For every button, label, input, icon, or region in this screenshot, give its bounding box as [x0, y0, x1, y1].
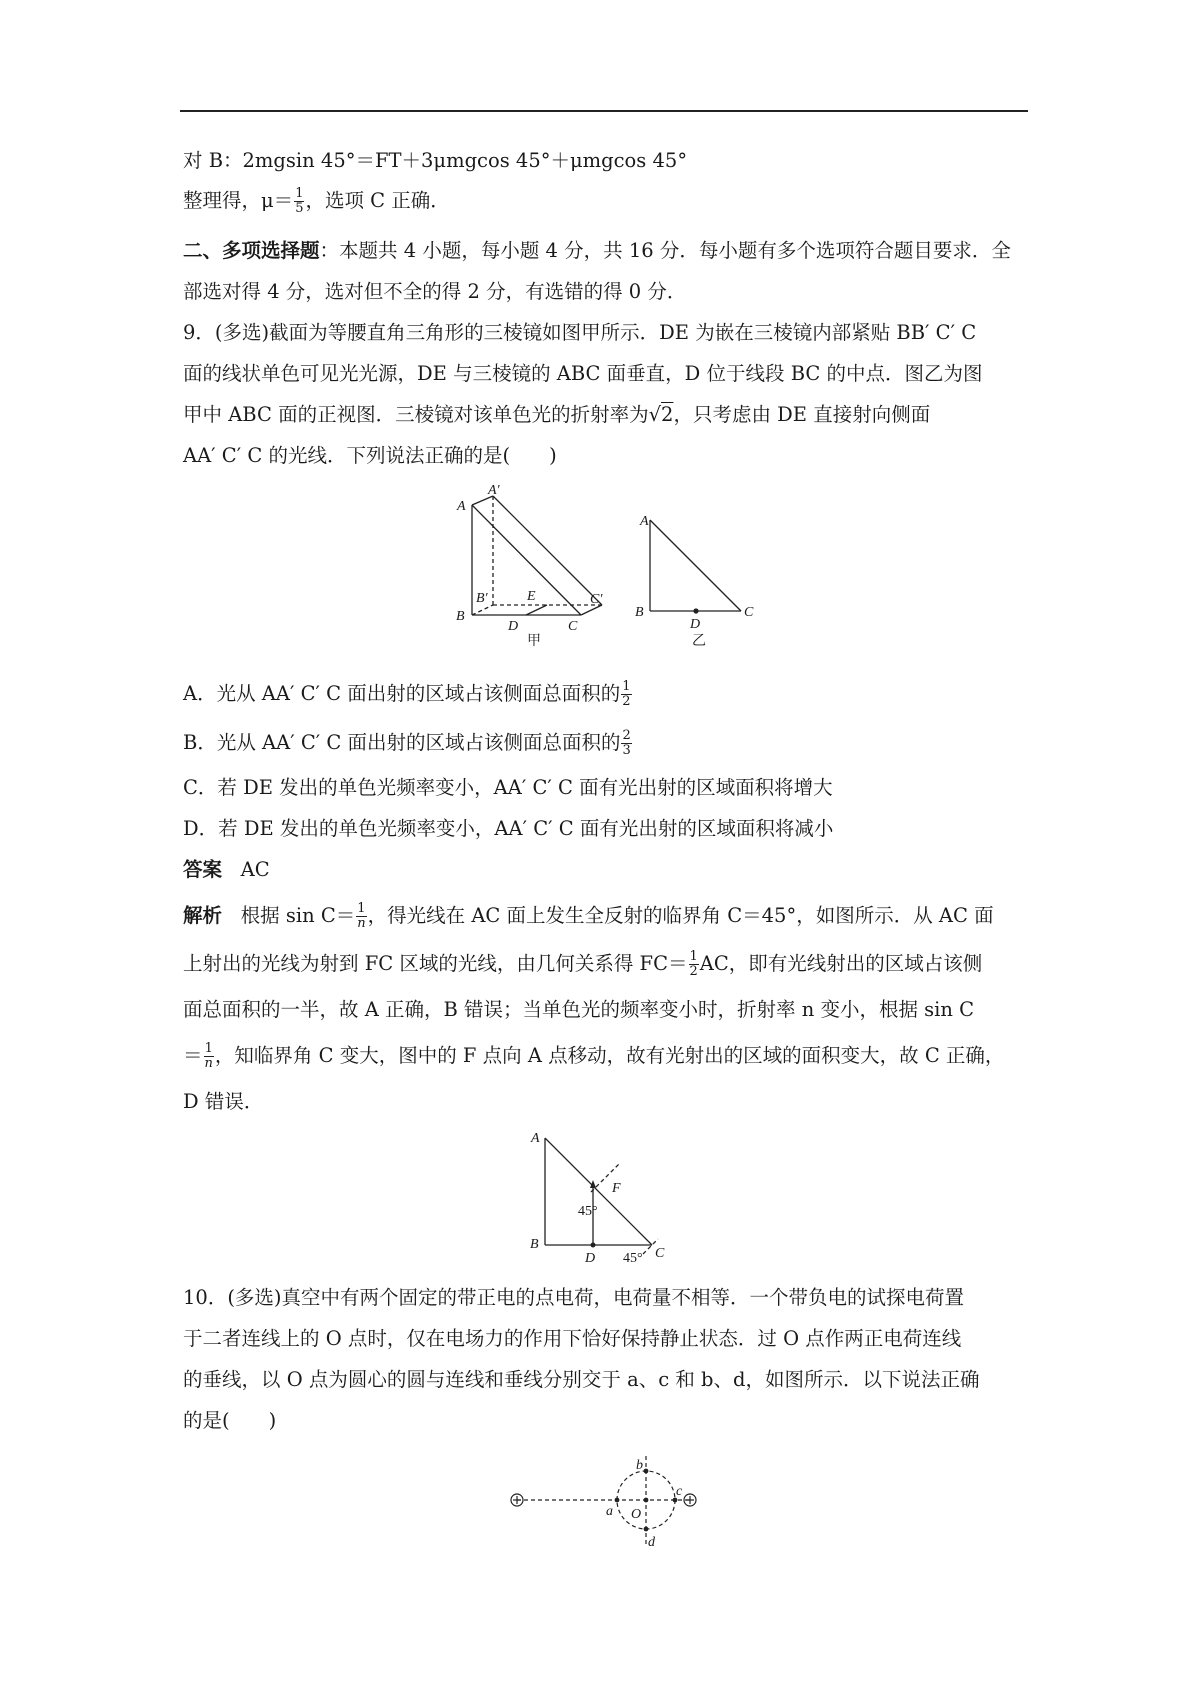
q9-line2: 面的线状单色可见光光源，DE 与三棱镜的 ABC 面垂直，D 位于线段 BC 的中点．图乙为图: [183, 362, 983, 385]
figure-analysis: [525, 1120, 685, 1270]
label-B: B: [456, 609, 465, 624]
answer-value: AC: [240, 858, 270, 881]
figure-charges: [505, 1448, 705, 1558]
q10-line2: 于二者连线上的 O 点时，仅在电场力的作用下恰好保持静止状态．过 O 点作两正电荷连线: [183, 1327, 962, 1350]
section2-heading: 二、多项选择题: [183, 239, 320, 262]
fraction: $\frac{1}{2}$: [622, 679, 631, 709]
figure-jia: [455, 483, 625, 649]
label-B: B: [635, 605, 644, 620]
edge-BBp: [472, 605, 493, 615]
caption-jia: 甲: [527, 634, 541, 649]
q9-option-b: B．光从 AA′ C′ C 面出射的区域占该侧面总面积的 $\frac{2}{3}$: [183, 728, 631, 758]
label-angle-45-bottom: 45°: [623, 1251, 643, 1266]
point-D: [693, 608, 698, 613]
edge-ApCp: [493, 496, 602, 605]
q10-line1: 10．(多选)真空中有两个固定的带正电的点电荷，电荷量不相等．一个带负电的试探电荷置: [183, 1286, 965, 1309]
q9-analysis-line3: 面总面积的一半，故 A 正确，B 错误；当单色光的频率变小时，折射率 n 变小，根据 sin C: [183, 998, 975, 1021]
label-a: a: [606, 1504, 613, 1519]
label-c: c: [676, 1484, 683, 1499]
label-A: A: [457, 499, 466, 514]
label-D: D: [585, 1251, 596, 1266]
fraction: $\frac{1}{5}$: [295, 186, 304, 216]
q9-analysis-line4: ＝ $\frac{1}{n}$ ，知临界角 C 变大，图中的 F 点向 A 点移动，故有光射出的区域的面积变大，故 C 正确，: [183, 1041, 1005, 1071]
q10-line3: 的垂线，以 O 点为圆心的圆与连线和垂线分别交于 a、c 和 b、d，如图所示．以下说法正确: [183, 1368, 980, 1391]
fraction: $\frac{1}{2}$: [689, 949, 698, 979]
header-rule: [180, 110, 1028, 112]
point-b: [644, 1469, 649, 1474]
label-Bp: B′: [476, 591, 488, 606]
label-C: C: [744, 605, 754, 620]
label-E: E: [527, 589, 536, 604]
q9-analysis-line1: 解析 根据 sin C＝ $\frac{1}{n}$ ，得光线在 AC 面上发生全反射的临界角 C＝45°，如图所示．从 AC 面: [183, 901, 994, 931]
label-Cp: C′: [590, 592, 603, 607]
q9-line4: AA′ C′ C 的光线．下列说法正确的是( ): [183, 444, 557, 467]
label-A: A: [640, 514, 649, 529]
label-C: C: [655, 1246, 665, 1261]
point-d: [644, 1527, 649, 1532]
label-d: d: [648, 1535, 655, 1550]
prev-solution-line2: 整理得，μ＝ $\frac{1}{5}$ ，选项 C 正确．: [183, 186, 450, 216]
section2-line1: 二、多项选择题：本题共 4 小题，每小题 4 分，共 16 分．每小题有多个选项符合题目要求．全: [183, 239, 1011, 262]
answer-label: 答案: [183, 858, 223, 881]
edge-AC: [650, 520, 741, 611]
q9-line3: 甲中 ABC 面的正视图．三棱镜对该单色光的折射率为√2，只考虑由 DE 直接射向侧面: [183, 403, 931, 426]
source-DE: [526, 605, 547, 615]
label-D: D: [508, 619, 519, 634]
label-F: F: [612, 1181, 621, 1196]
label-O: O: [631, 1507, 642, 1522]
point-O: [644, 1498, 649, 1503]
q9-line1: 9．(多选)截面为等腰直角三角形的三棱镜如图甲所示．DE 为嵌在三棱镜内部紧贴 BB′ C′ C: [183, 321, 977, 344]
label-b: b: [636, 1458, 643, 1473]
label-angle-45-top: 45°: [578, 1204, 598, 1219]
fraction: $\frac{2}{3}$: [622, 728, 631, 758]
section2-line2: 部选对得 4 分，选对但不全的得 2 分，有选错的得 0 分．: [183, 280, 687, 303]
analysis-label: 解析: [183, 904, 223, 927]
figure-yi: [635, 510, 756, 649]
caption-yi: 乙: [692, 634, 706, 649]
fraction: $\frac{1}{n}$: [357, 901, 366, 931]
label-C: C: [568, 619, 578, 634]
q9-analysis-line5: D 错误．: [183, 1090, 264, 1113]
label-Ap: A′: [488, 483, 500, 498]
edge-AC: [545, 1138, 652, 1245]
point-D: [591, 1243, 596, 1248]
q9-option-a: A．光从 AA′ C′ C 面出射的区域占该侧面总面积的 $\frac{1}{2}$: [183, 679, 631, 709]
q9-analysis-line2: 上射出的光线为射到 FC 区域的光线，由几何关系得 FC＝ $\frac{1}{2}$ AC，即有光线射出的区域占该侧: [183, 949, 983, 979]
point-a: [615, 1498, 620, 1503]
q10-line4: 的是( ): [183, 1409, 277, 1432]
label-A: A: [531, 1131, 540, 1146]
prev-solution-line1: 对 B：2mgsin 45°＝FT＋3μmgcos 45°＋μmgcos 45°: [183, 149, 688, 172]
q9-option-d: D．若 DE 发出的单色光频率变小，AA′ C′ C 面有光出射的区域面积将减小: [183, 817, 834, 840]
label-D: D: [690, 617, 701, 632]
fraction: $\frac{1}{n}$: [204, 1041, 213, 1071]
label-B: B: [530, 1237, 539, 1252]
q9-option-c: C．若 DE 发出的单色光频率变小，AA′ C′ C 面有光出射的区域面积将增大: [183, 776, 833, 799]
q9-answer: [183, 857, 270, 883]
